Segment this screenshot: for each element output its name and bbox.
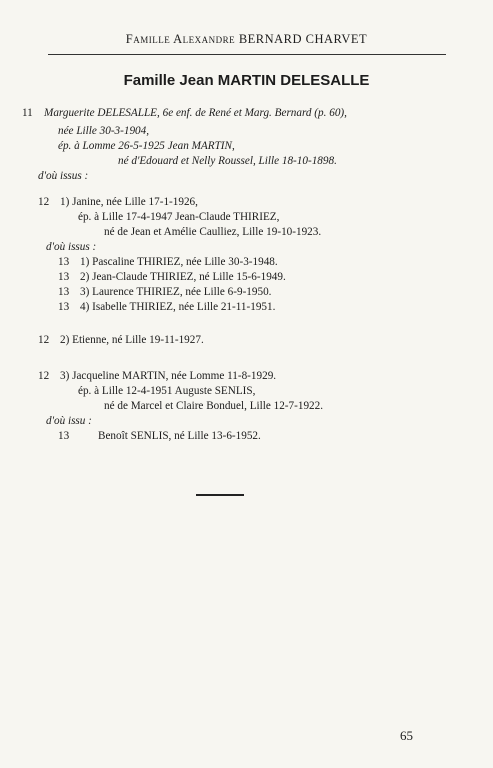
generation-number: 12 [38,370,50,382]
header-family-prefix: Famille Alexandre [125,32,236,46]
generation-number: 13 [58,271,70,283]
running-header [0,32,493,47]
entry-line: 3) Laurence THIRIEZ, née Lille 6-9-1950. [80,286,272,298]
section-end-rule [196,494,244,496]
generation-number: 12 [38,196,50,208]
entry-line: ép. à Lille 12-4-1951 Auguste SENLIS, [78,385,256,397]
page-title: Famille Jean MARTIN DELESALLE [123,72,370,89]
entry-line: né d'Edouard et Nelly Roussel, Lille 18-10-1898. [118,155,337,167]
generation-number: 11 [22,107,33,119]
entry-line: né de Marcel et Claire Bonduel, Lille 12-7-1922. [104,400,324,412]
entry-line: ép. à Lille 17-4-1947 Jean-Claude THIRIEZ, [78,211,280,223]
entry-line: d'où issu : [46,415,92,427]
entry-line: Benoît SENLIS, né Lille 13-6-1952. [98,430,261,442]
generation-number: 12 [38,334,50,346]
generation-number: 13 [58,430,70,442]
header-rule [48,54,446,55]
entry-line: d'où issus : [38,170,89,182]
entry-line: 3) Jacqueline MARTIN, née Lomme 11-8-1929. [60,370,277,382]
entry-line: né de Jean et Amélie Caulliez, Lille 19-10-1923. [104,226,322,238]
entry-line: d'où issus : [46,241,97,253]
entry-line: 2) Jean-Claude THIRIEZ, né Lille 15-6-1949. [80,271,286,283]
entry-line: ép. à Lomme 26-5-1925 Jean MARTIN, [58,140,235,152]
entry-line: 4) Isabelle THIRIEZ, née Lille 21-11-1951. [80,301,276,313]
generation-number: 13 [58,286,70,298]
entry-line: Marguerite DELESALLE, 6e enf. de René et Marg. Bernard (p. 60), [44,107,347,119]
entry-line: 1) Janine, née Lille 17-1-1926, [60,196,198,208]
generation-number: 13 [58,301,70,313]
page-number: 65 [400,728,413,743]
header-family-name: BERNARD CHARVET [238,32,368,46]
entry-line: 2) Etienne, né Lille 19-11-1927. [60,334,204,346]
entry-line: née Lille 30-3-1904, [58,125,150,137]
entry-line: 1) Pascaline THIRIEZ, née Lille 30-3-1948. [80,256,278,268]
generation-number: 13 [58,256,70,268]
